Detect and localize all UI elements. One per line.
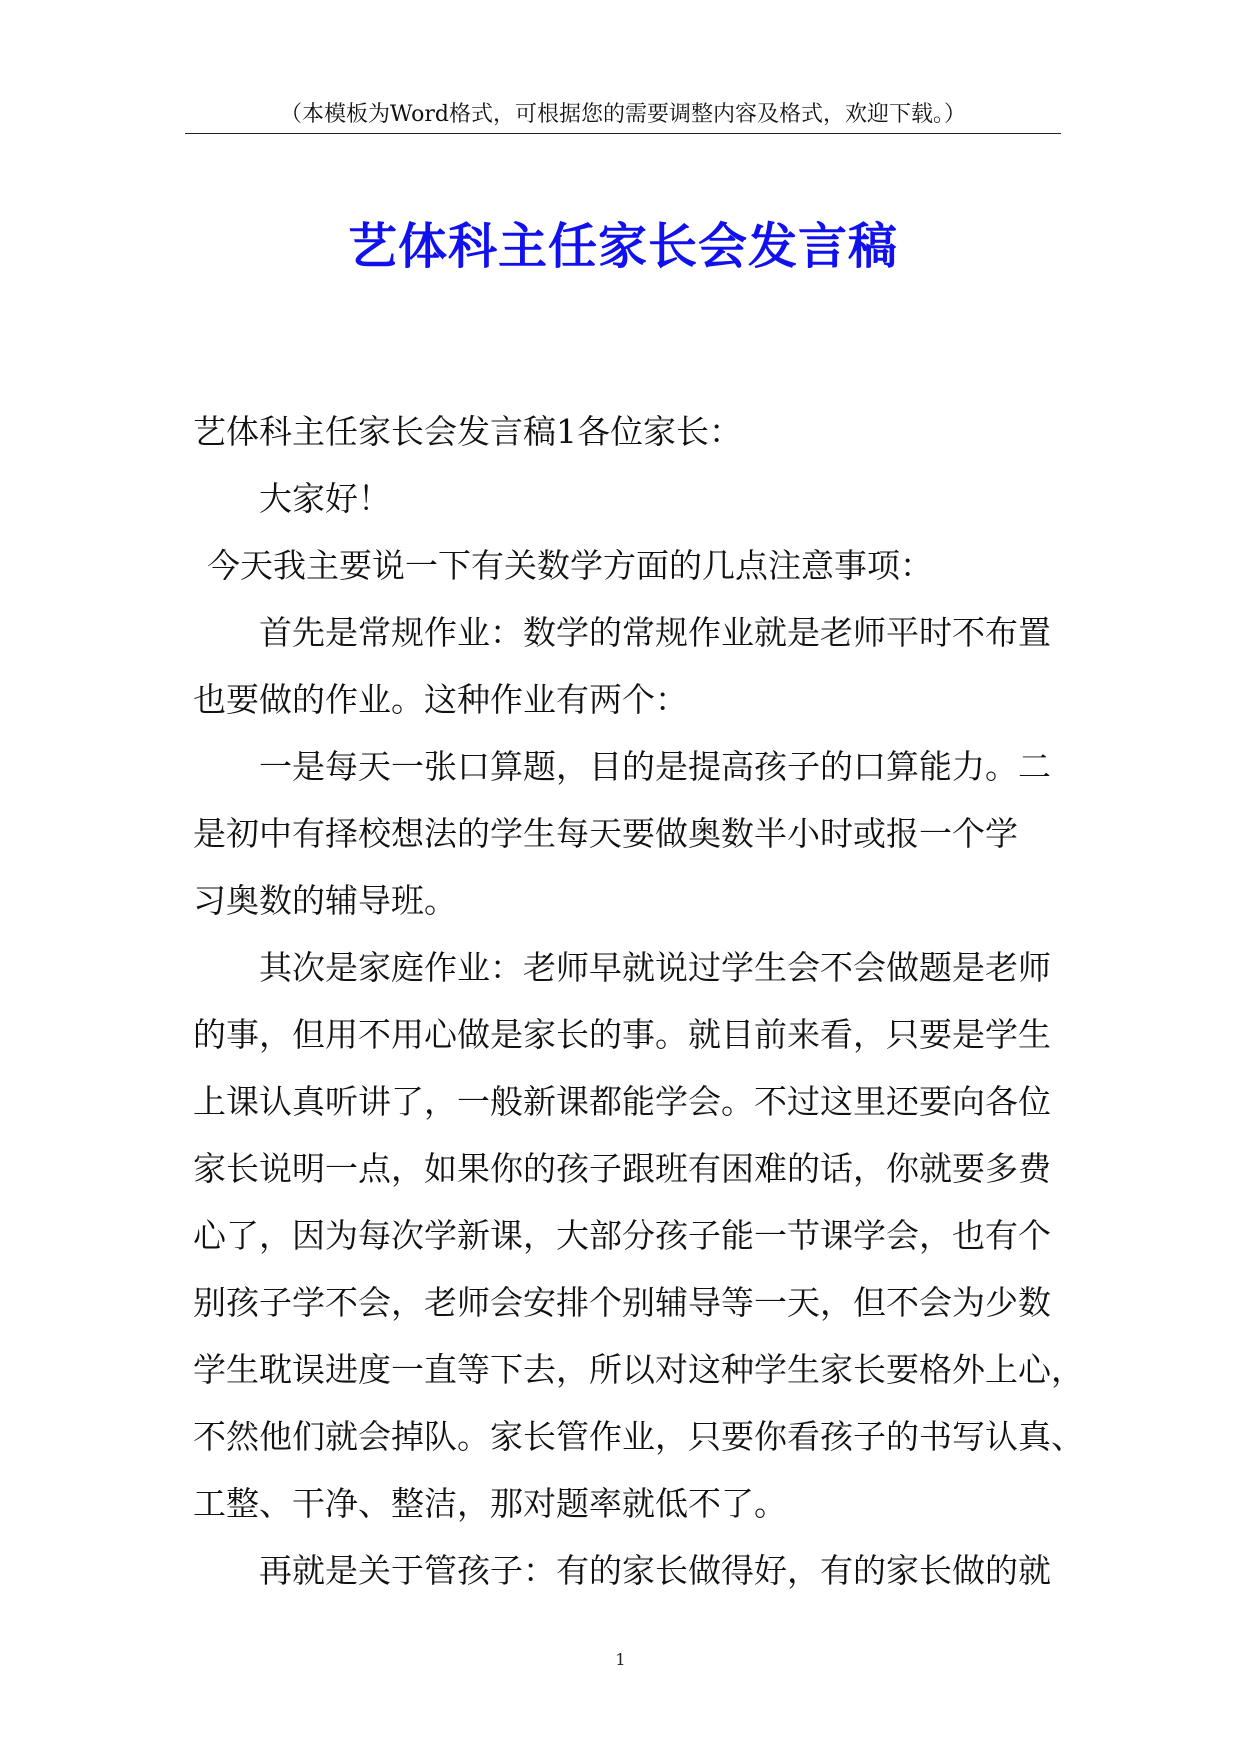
body-line: 的事，但用不用心做是家长的事。就目前来看，只要是学生 — [193, 1015, 1051, 1054]
body-line: 习奥数的辅导班。 — [193, 881, 457, 920]
body-line: 首先是常规作业：数学的常规作业就是老师平时不布置 — [259, 613, 1051, 652]
body-line: 学生耽误进度一直等下去，所以对这种学生家长要格外上心， — [193, 1350, 1084, 1389]
body-line-intro: 今天我主要说一下有关数学方面的几点注意事项： — [207, 546, 933, 585]
document-body — [193, 398, 1084, 1604]
body-line: 一是每天一张口算题，目的是提高孩子的口算能力。二 — [259, 747, 1051, 786]
body-line: 也要做的作业。这种作业有两个： — [193, 680, 688, 719]
body-line: 再就是关于管孩子：有的家长做得好，有的家长做的就 — [259, 1551, 1051, 1590]
body-line: 上课认真听讲了，一般新课都能学会。不过这里还要向各位 — [193, 1082, 1051, 1121]
body-line: 是初中有择校想法的学生每天要做奥数半小时或报一个学 — [193, 814, 1018, 853]
body-line: 心了，因为每次学新课，大部分孩子能一节课学会，也有个 — [193, 1216, 1051, 1255]
document-title: 艺体科主任家长会发言稿 — [347, 217, 898, 275]
body-line-salutation: 大家好！ — [259, 479, 391, 518]
body-line: 家长说明一点，如果你的孩子跟班有困难的话，你就要多费 — [193, 1149, 1051, 1188]
page-number: 1 — [615, 1650, 626, 1669]
body-line: 别孩子学不会，老师会安排个别辅导等一天，但不会为少数 — [193, 1283, 1051, 1322]
template-note-header: （本模板为Word格式，可根据您的需要调整内容及格式，欢迎下载。） — [280, 102, 966, 127]
body-line: 工整、干净、整洁，那对题率就低不了。 — [193, 1484, 787, 1523]
body-line: 其次是家庭作业：老师早就说过学生会不会做题是老师 — [259, 948, 1051, 987]
body-line: 不然他们就会掉队。家长管作业，只要你看孩子的书写认真、 — [193, 1417, 1084, 1456]
body-line-greeting-heading: 艺体科主任家长会发言稿1各位家长： — [193, 412, 742, 451]
header-divider — [185, 133, 1061, 134]
